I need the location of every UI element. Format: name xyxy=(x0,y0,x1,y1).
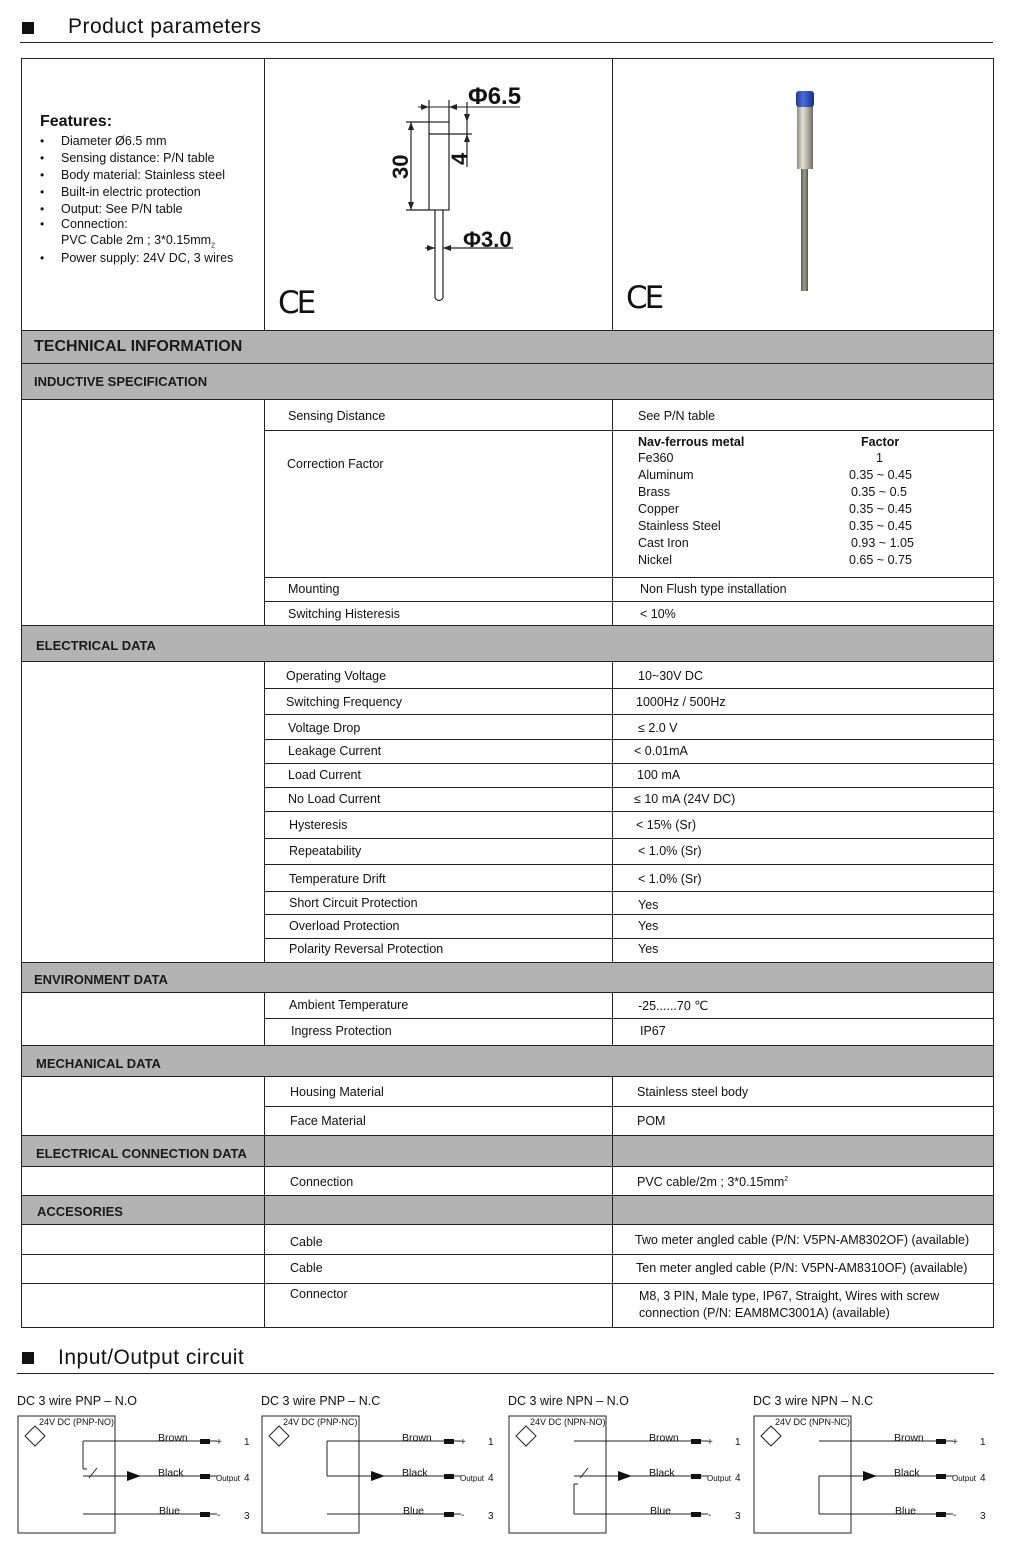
spec-value: < 0.01mA xyxy=(634,744,688,758)
correction-metal: Nickel xyxy=(638,553,673,567)
connection-detail-sup: 2 xyxy=(211,242,215,250)
terminal xyxy=(936,1439,946,1444)
sensor-box-label: 24V DC (NPN-NO) xyxy=(530,1417,606,1427)
correction-factor: 0.35 ~ 0.45 xyxy=(849,502,912,516)
circuit-diagram xyxy=(261,1414,501,1539)
row-divider xyxy=(21,962,994,963)
sensor-box xyxy=(509,1416,606,1533)
bullet: • xyxy=(40,151,45,165)
spec-label: Repeatability xyxy=(289,844,362,858)
sensor-box-label: 24V DC (NPN-NC) xyxy=(775,1417,851,1427)
spec-value: Yes xyxy=(638,898,659,912)
spec-label: Voltage Drop xyxy=(288,721,361,735)
correction-factor: 0.93 ~ 1.05 xyxy=(851,536,914,550)
spec-value: connection (P/N: EAM8MC3001A) (available) xyxy=(639,1306,890,1320)
row-divider xyxy=(265,739,993,740)
ce-mark: CE xyxy=(626,280,662,316)
pin-label: 4 xyxy=(488,1473,494,1484)
pin-label: 3 xyxy=(980,1511,986,1522)
pin-label: 1 xyxy=(735,1437,741,1448)
row-divider xyxy=(265,1018,993,1019)
sensor-symbol xyxy=(516,1426,536,1446)
environment-header: ENVIRONMENT DATA xyxy=(34,972,168,987)
spec-label: Switching Frequency xyxy=(286,695,403,709)
dim-face-label: 4 xyxy=(447,152,472,165)
output-label: Output xyxy=(460,1474,485,1483)
correction-head-metal: Nav-ferrous metal xyxy=(638,435,745,449)
wire-label-blue: Blue xyxy=(403,1505,425,1517)
circuit-title: DC 3 wire PNP – N.O xyxy=(17,1394,137,1408)
wire-label-black: Black xyxy=(402,1467,428,1479)
row-divider xyxy=(265,864,993,865)
spec-label: Hysteresis xyxy=(289,818,348,832)
spec-value: Non Flush type installation xyxy=(640,582,787,596)
sensor-symbol xyxy=(25,1426,45,1446)
col-divider xyxy=(612,399,613,626)
output-arrow xyxy=(618,1471,632,1481)
output-label: Output xyxy=(952,1474,977,1483)
feature-item: Diameter Ø6.5 mm xyxy=(61,134,167,148)
correction-factor: 0.65 ~ 0.75 xyxy=(849,553,912,567)
spec-value: 10~30V DC xyxy=(638,669,703,683)
pin-label: 4 xyxy=(980,1473,986,1484)
row-divider xyxy=(21,661,994,662)
row-divider xyxy=(21,1076,994,1077)
output-label: Output xyxy=(216,1474,241,1483)
mechanical-header: MECHANICAL DATA xyxy=(36,1056,161,1071)
correction-metal: Fe360 xyxy=(638,451,674,465)
bullet: • xyxy=(40,202,45,216)
bullet: • xyxy=(40,217,45,231)
sensor-box-label: 24V DC (PNP-NO) xyxy=(39,1417,115,1427)
sensor-symbol xyxy=(761,1426,781,1446)
spec-value: < 10% xyxy=(640,607,676,621)
terminal xyxy=(444,1512,454,1517)
wire-label-blue: Blue xyxy=(159,1505,181,1517)
spec-value: Two meter angled cable (P/N: V5PN-AM8302OF) (available) xyxy=(635,1233,970,1247)
wire-label-brown: Brown xyxy=(894,1432,924,1444)
row-divider xyxy=(265,811,993,812)
table-border-right xyxy=(993,58,994,1328)
row-divider xyxy=(265,938,993,939)
col-divider xyxy=(612,58,613,331)
feature-item: Sensing distance: P/N table xyxy=(61,151,215,165)
accessories-header: ACCESORIES xyxy=(37,1204,123,1219)
row-divider xyxy=(21,1254,994,1255)
col-divider xyxy=(264,58,265,331)
correction-metal: Aluminum xyxy=(638,468,694,482)
terminal xyxy=(691,1439,701,1444)
output-arrow xyxy=(863,1471,877,1481)
terminal xyxy=(200,1439,210,1444)
correction-head-factor: Factor xyxy=(861,435,900,449)
connection-value-text: PVC cable/2m ; 3*0.15mm xyxy=(637,1175,785,1189)
spec-value: M8, 3 PIN, Male type, IP67, Straight, Wires with screw xyxy=(639,1289,940,1303)
col-divider xyxy=(612,1076,613,1328)
sensor-box xyxy=(18,1416,115,1533)
spec-value: Ten meter angled cable (P/N: V5PN-AM8310OF) (available) xyxy=(636,1261,968,1275)
output-arrow xyxy=(371,1471,385,1481)
connection-detail-text: PVC Cable 2m ; 3*0.15mm xyxy=(61,233,212,247)
terminal xyxy=(936,1474,946,1479)
row-divider xyxy=(265,1106,993,1107)
tech-info-header: TECHNICAL INFORMATION xyxy=(34,338,243,355)
bullet: • xyxy=(40,168,45,182)
terminal xyxy=(444,1439,454,1444)
pin-label: 4 xyxy=(735,1473,741,1484)
plus-label: + xyxy=(460,1437,466,1448)
wire-label-black: Black xyxy=(158,1467,184,1479)
section-rule xyxy=(20,42,993,43)
correction-metal: Cast Iron xyxy=(638,536,689,550)
features-title: Features: xyxy=(40,113,113,130)
circuit-title: DC 3 wire NPN – N.O xyxy=(508,1394,629,1408)
row-divider xyxy=(21,1166,994,1167)
section-title-io-circuit: Input/Output circuit xyxy=(58,1346,245,1369)
section-bullet xyxy=(22,1352,34,1364)
output-arrow xyxy=(127,1471,141,1481)
spec-value: 100 mA xyxy=(637,768,681,782)
output-label: Output xyxy=(707,1474,732,1483)
spec-label: Cable xyxy=(290,1235,323,1249)
spec-label: Housing Material xyxy=(290,1085,384,1099)
spec-label: Connector xyxy=(290,1287,348,1301)
connection-value-sup: 2 xyxy=(784,1175,789,1183)
feature-item: Power supply: 24V DC, 3 wires xyxy=(61,251,234,265)
pin-label: 3 xyxy=(735,1511,741,1522)
correction-factor: 0.35 ~ 0.5 xyxy=(851,485,907,499)
dim-cable-label: Φ3.0 xyxy=(463,227,512,252)
terminal xyxy=(936,1512,946,1517)
spec-label: Ambient Temperature xyxy=(289,998,409,1012)
col-divider xyxy=(264,399,265,626)
correction-factor: 1 xyxy=(876,451,883,465)
pin-label: 3 xyxy=(244,1511,250,1522)
correction-factor: 0.35 ~ 0.45 xyxy=(849,468,912,482)
spec-label: Temperature Drift xyxy=(289,872,386,886)
circuit-title: DC 3 wire NPN – N.C xyxy=(753,1394,874,1408)
spec-label: Sensing Distance xyxy=(288,409,386,423)
col-divider xyxy=(264,992,265,1046)
row-divider xyxy=(21,625,994,626)
minus-label: - xyxy=(461,1510,465,1521)
row-divider xyxy=(265,914,993,915)
spec-label: Polarity Reversal Protection xyxy=(289,942,444,956)
row-divider xyxy=(265,838,993,839)
circuit-diagram xyxy=(17,1414,257,1539)
correction-metal: Copper xyxy=(638,502,679,516)
spec-label: Ingress Protection xyxy=(291,1024,392,1038)
spec-label: Cable xyxy=(290,1261,323,1275)
spec-label: Operating Voltage xyxy=(286,669,387,683)
row-divider xyxy=(21,1135,994,1136)
row-divider xyxy=(21,1195,994,1196)
pin-label: 1 xyxy=(488,1437,494,1448)
section-rule xyxy=(17,1373,994,1374)
circuit-diagram xyxy=(508,1414,748,1539)
row-divider xyxy=(21,330,994,331)
section-bullet xyxy=(22,22,34,34)
spec-label: Mounting xyxy=(288,582,340,596)
correction-metal: Stainless Steel xyxy=(638,519,721,533)
feature-item: Body material: Stainless steel xyxy=(61,168,225,182)
minus-label: - xyxy=(217,1510,221,1521)
spec-value: IP67 xyxy=(640,1024,666,1038)
ce-mark: CE xyxy=(278,285,314,321)
correction-metal: Brass xyxy=(638,485,670,499)
spec-value: Yes xyxy=(638,919,659,933)
circuit-diagram xyxy=(753,1414,993,1539)
sensor-symbol xyxy=(269,1426,289,1446)
wire-label-brown: Brown xyxy=(649,1432,679,1444)
row-divider xyxy=(265,688,993,689)
header-bar-mechanical xyxy=(22,1046,993,1076)
table-border-bottom xyxy=(21,1327,994,1328)
row-divider xyxy=(21,992,994,993)
feature-item: Built-in electric protection xyxy=(61,185,201,199)
wire-label-blue: Blue xyxy=(650,1505,672,1517)
pin-label: 1 xyxy=(980,1437,986,1448)
spec-label: No Load Current xyxy=(288,792,381,806)
spec-value: < 1.0% (Sr) xyxy=(638,872,702,886)
row-divider xyxy=(265,763,993,764)
row-divider xyxy=(21,399,994,400)
spec-value: POM xyxy=(637,1114,666,1128)
inductive-header: INDUCTIVE SPECIFICATION xyxy=(34,374,208,389)
spec-label: Face Material xyxy=(290,1114,366,1128)
plus-label: + xyxy=(952,1437,958,1448)
spec-value: ≤ 2.0 V xyxy=(638,721,678,735)
wire-label-brown: Brown xyxy=(158,1432,188,1444)
spec-value: Yes xyxy=(638,942,659,956)
spec-value: See P/N table xyxy=(638,409,716,423)
sensor-box xyxy=(262,1416,359,1533)
sensor-box xyxy=(754,1416,851,1533)
feature-connection-detail xyxy=(61,233,215,250)
pin-label: 4 xyxy=(244,1473,250,1484)
product-image xyxy=(780,85,830,295)
col-divider xyxy=(612,992,613,1046)
row-divider xyxy=(21,1224,994,1225)
correction-factor: 0.35 ~ 0.45 xyxy=(849,519,912,533)
col-divider xyxy=(264,661,265,963)
row-divider xyxy=(265,714,993,715)
spec-label: Load Current xyxy=(288,768,361,782)
spec-value: < 1.0% (Sr) xyxy=(638,844,702,858)
bullet: • xyxy=(40,134,45,148)
row-divider xyxy=(265,787,993,788)
terminal xyxy=(691,1512,701,1517)
terminal xyxy=(200,1512,210,1517)
row-divider xyxy=(21,1045,994,1046)
row-divider xyxy=(21,1283,994,1284)
bullet: • xyxy=(40,251,45,265)
spec-value: ≤ 10 mA (24V DC) xyxy=(634,792,736,806)
spec-value xyxy=(637,1175,788,1189)
pin-label: 3 xyxy=(488,1511,494,1522)
bullet: • xyxy=(40,185,45,199)
plus-label: + xyxy=(216,1437,222,1448)
section-title-product-parameters: Product parameters xyxy=(68,15,262,38)
spec-value: Stainless steel body xyxy=(637,1085,749,1099)
table-border-top xyxy=(21,58,994,59)
dimension-drawing xyxy=(270,62,608,326)
col-divider xyxy=(264,1076,265,1328)
spec-label: Short Circuit Protection xyxy=(289,896,418,910)
row-divider xyxy=(265,891,993,892)
spec-value: 1000Hz / 500Hz xyxy=(636,695,726,709)
row-divider xyxy=(265,601,993,602)
header-bar-accessories xyxy=(22,1196,993,1224)
wire-label-black: Black xyxy=(894,1467,920,1479)
spec-label: Connection xyxy=(290,1175,354,1189)
circuit-title: DC 3 wire PNP – N.C xyxy=(261,1394,381,1408)
electrical-header: ELECTRICAL DATA xyxy=(36,638,156,653)
plus-label: + xyxy=(707,1437,713,1448)
minus-label: - xyxy=(953,1510,957,1521)
spec-value: < 15% (Sr) xyxy=(636,818,697,832)
row-divider xyxy=(265,577,993,578)
col-divider xyxy=(612,661,613,963)
dim-diameter-label: Φ6.5 xyxy=(468,83,522,110)
spec-label: Overload Protection xyxy=(289,919,400,933)
feature-item: Output: See P/N table xyxy=(61,202,183,216)
terminal xyxy=(691,1474,701,1479)
row-divider xyxy=(21,363,994,364)
wire-label-black: Black xyxy=(649,1467,675,1479)
spec-value: -25......70 ℃ xyxy=(638,999,709,1013)
feature-item: Connection: xyxy=(61,217,128,231)
connection-header: ELECTRICAL CONNECTION DATA xyxy=(36,1146,247,1161)
spec-label: Correction Factor xyxy=(287,457,384,471)
terminal xyxy=(444,1474,454,1479)
spec-label: Switching Histeresis xyxy=(288,607,400,621)
row-divider xyxy=(265,430,993,431)
spec-label: Leakage Current xyxy=(288,744,382,758)
wire-label-brown: Brown xyxy=(402,1432,432,1444)
header-bar-electrical xyxy=(22,626,993,661)
dim-length-label: 30 xyxy=(388,154,413,179)
terminal xyxy=(200,1474,210,1479)
sensor-box-label: 24V DC (PNP-NC) xyxy=(283,1417,358,1427)
pin-label: 1 xyxy=(244,1437,250,1448)
minus-label: - xyxy=(708,1510,712,1521)
wire-label-blue: Blue xyxy=(895,1505,917,1517)
